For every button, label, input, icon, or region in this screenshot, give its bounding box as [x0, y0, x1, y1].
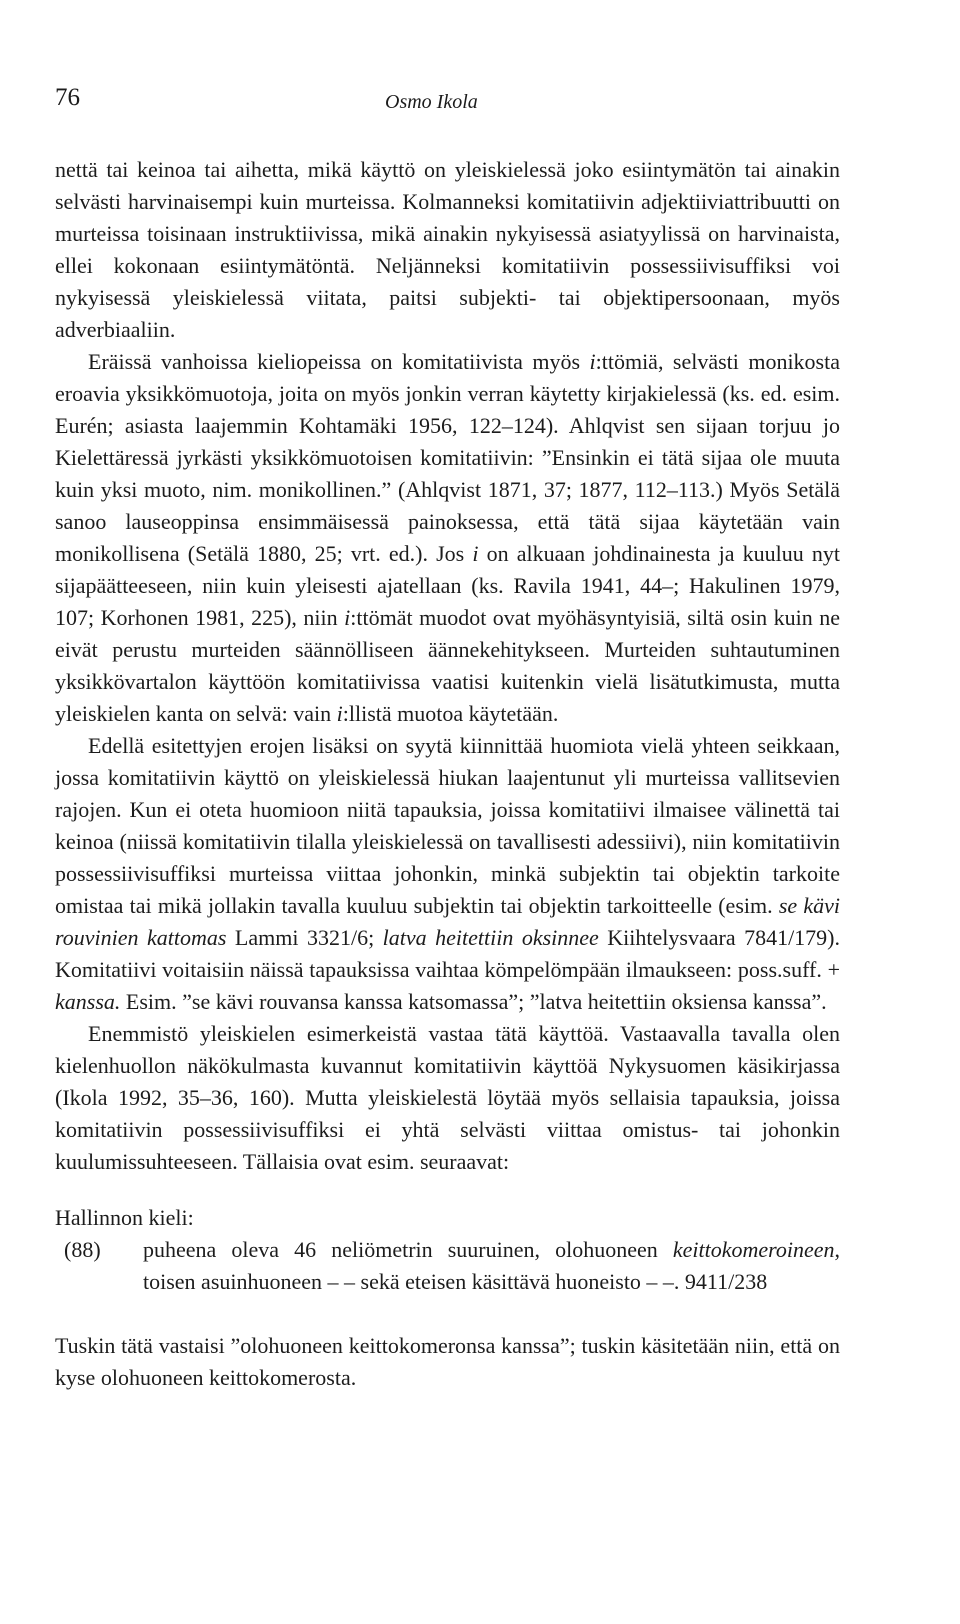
italic-i: i — [344, 605, 351, 630]
paragraph-3-text: Kiihtelysvaara 7841/179). Komitatiivi voitaisiin näissä tapauksissa vaihtaa kömpelömpään ilmaukseen: poss.suff. + — [55, 925, 841, 982]
example-text-part: puheena oleva 46 neliömetrin suuruinen, olohuoneen — [143, 1237, 673, 1262]
paragraph-2-text: :ttömiä, selvästi monikosta eroavia yksikkömuotoja, joita on myös jonkin verran käytetty kirjakielessä (ks. ed. esim. Eurén; asiasta laajemmin Kohtamäki 1956, 122–124). Ahlqvist sen sijaan torjuu jo Kielettäressä jyrkästi yksikkömuotoisen komitatiivin: ”Ensinkin ei tätä sijaa ole muuta kuin yksi muoto, nim. monikollinen.” (Ahlqvist 1871, 37; 1877, 112–113.) Myös Setälä sanoo lauseoppinsa ensimmäisessä painoksessa, että tätä sijaa käytetään vain monikollisena (Setälä 1880, 25; vrt. ed.). Jos — [55, 349, 840, 566]
paragraph-3-text: Esim. ”se kävi rouvansa kanssa katsomassa”; ”latva heitettiin oksiensa kanssa”. — [120, 989, 827, 1014]
page-header — [55, 78, 840, 118]
example-text-part: , toisen asuinhuoneen – – sekä eteisen käsittävä huoneisto – –. 9411/238 — [143, 1237, 840, 1294]
italic-i: i — [589, 349, 596, 374]
paragraph-5: Tuskin tätä vastaisi ”olohuoneen keittokomeronsa kanssa”; tuskin käsitetään niin, että on kyse olohuoneen keittokomerosta. — [55, 1333, 840, 1390]
example-text — [143, 1234, 840, 1298]
paragraph-1: nettä tai keinoa tai aihetta, mikä käyttö on yleiskielessä joko esiintymätön tai ainakin selvästi harvinaisempi kuin murteissa. Kolmanneksi komitatiivin adjektiiviattribuutti on murteissa toisinaan instruktiivissa, mikä ainakin nykyisessä asiatyylissä on harvinaista, ellei kokonaan esiintymätöntä. Neljänneksi komitatiivin possessiivisuffiksi voi nykyisessä yleiskielessä viitata, paitsi subjekti- tai objektipersoonaan, myös adverbiaaliin. — [55, 157, 840, 342]
running-head-author: Osmo Ikola — [385, 91, 478, 113]
example-number: (88) — [64, 1237, 101, 1262]
paragraph-2 — [55, 346, 840, 730]
dialect-example: se kävi rouvinien kattomas — [55, 893, 841, 950]
paragraph-4: Enemmistö yleiskielen esimerkeistä vastaa tätä käyttöä. Vastaavalla tavalla olen kielenhuollon näkökulmasta kuvannut komitatiivin käyttöä Nykysuomen käsikirjassa (Ikola 1992, 35–36, 160). Mutta yleiskielestä löytää myös sellaisia tapauksia, joissa komitatiivin possessiivisuffiksi ei yhtä selvästi viittaa omistus- tai johonkin kuulumissuhteeseen. Tällaisia ovat esim. seuraavat: — [55, 1021, 840, 1174]
paragraph-2-text: :llistä muotoa käytetään. — [342, 701, 559, 726]
paragraph-3 — [55, 730, 840, 1018]
page-number: 76 — [55, 84, 80, 111]
document-page — [55, 78, 840, 1394]
example-source-label: Hallinnon kieli: — [55, 1205, 194, 1230]
numbered-example — [55, 1234, 840, 1298]
example-italic-word: keittokomeroineen — [672, 1237, 835, 1262]
paragraph-3-text: Edellä esitettyjen erojen lisäksi on syytä kiinnittää huomiota vielä yhteen seikkaan, jossa komitatiivin käyttö on yleiskielessä hiukan laajentunut yli murteissa vallitsevien rajojen. Kun ei oteta huomioon niitä tapauksia, joissa komitatiivi ilmaisee välinettä tai keinoa (niissä komitatiivin tilalla yleiskielessä on tavallisesti adessiivi), niin komitatiivin possessiivisuffiksi murteissa viittaa johonkin, minkä subjektin tai objektin tarkoite omistaa tai mikä jollakin tavalla kuuluu subjektin tai objektin tarkoitteelle (esim. — [55, 733, 840, 918]
italic-i: i — [336, 701, 343, 726]
italic-term: kanssa. — [55, 989, 121, 1014]
italic-i: i — [472, 541, 479, 566]
paragraph-2-text: Eräissä vanhoissa kieliopeissa on komitatiivista myös — [88, 349, 590, 374]
dialect-example: latva heitettiin oksinnee — [382, 925, 599, 950]
paragraph-2-text: :ttömät muodot ovat myöhäsyntyisiä, siltä osin kuin ne eivät perustu murteiden säännölliseen äännekehitykseen. Murteiden suhtautuminen yksikkövartalon käyttöön komitatiivissa vaatisi kuitenkin vielä lisätutkimusta, mutta yleiskielen kanta on selvä: vain — [55, 605, 840, 726]
paragraph-3-text: Lammi 3321/6; — [226, 925, 383, 950]
paragraph-2-text: on alkuaan johdinainesta ja kuuluu nyt sijapäätteeseen, niin kuin yleisesti ajatellaan (ks. Ravila 1941, 44–; Hakulinen 1979, 107; Korhonen 1981, 225), niin — [55, 541, 841, 630]
